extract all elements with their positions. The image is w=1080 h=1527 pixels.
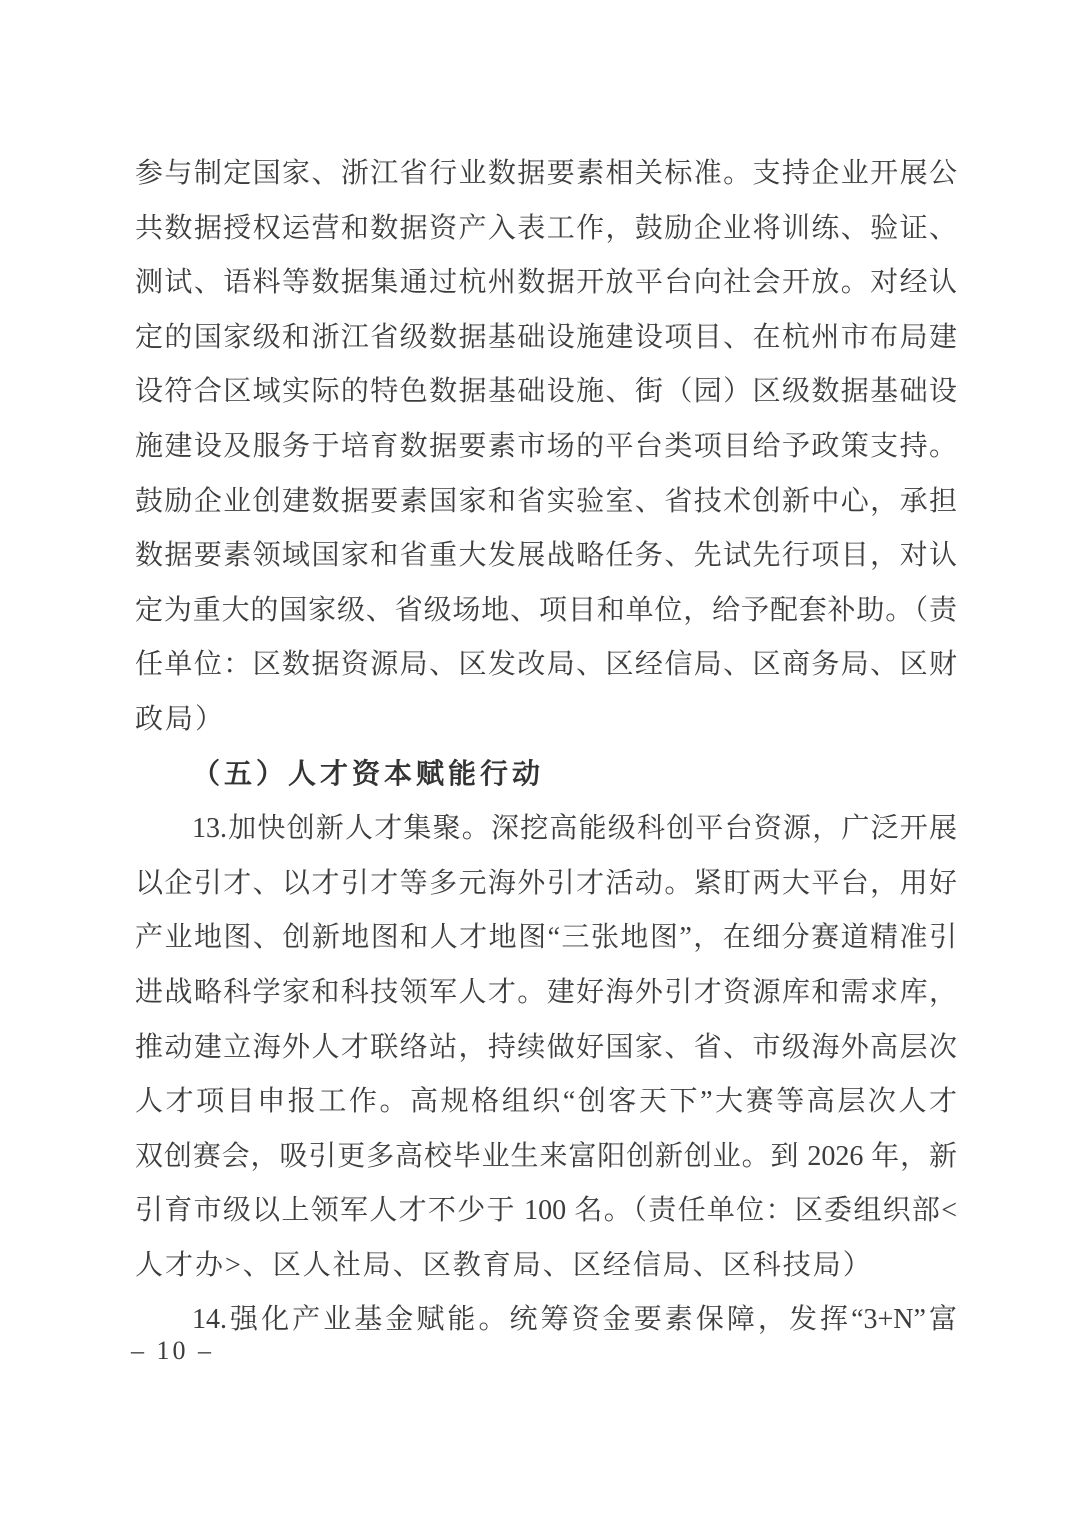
text-line: 推动建立海外人才联络站，持续做好国家、省、市级海外高层次 [135, 1031, 957, 1063]
text-line: 定为重大的国家级、省级场地、项目和单位，给予配套补助。（责 [135, 594, 957, 626]
text-line: 测试、语料等数据集通过杭州数据开放平台向社会开放。对经认 [135, 267, 957, 299]
text-line: 引育市级以上领军人才不少于 100 名。（责任单位：区委组织部< [135, 1195, 957, 1227]
text-line: 双创赛会，吸引更多高校毕业生来富阳创新创业。到 2026 年，新 [135, 1140, 957, 1172]
text-line: 政局） [135, 703, 226, 735]
page-number: – 10 – [131, 1336, 214, 1365]
text-line: 任单位：区数据资源局、区发改局、区经信局、区商务局、区财 [135, 649, 957, 681]
text-line: 施建设及服务于培育数据要素市场的平台类项目给予政策支持。 [135, 430, 957, 462]
text-line: 数据要素领域国家和省重大发展战略任务、先试先行项目，对认 [135, 540, 957, 572]
text-line: 以企引才、以才引才等多元海外引才活动。紧盯两大平台，用好 [135, 867, 957, 899]
text-line: 产业地图、创新地图和人才地图“三张地图”，在细分赛道精准引 [135, 922, 957, 954]
text-line: 进战略科学家和科技领军人才。建好海外引才资源库和需求库， [135, 976, 957, 1008]
text-line: 人才项目申报工作。高规格组织“创客天下”大赛等高层次人才 [135, 1086, 957, 1118]
text-line: 人才办>、区人社局、区教育局、区经信局、区科技局） [135, 1249, 873, 1281]
document-body [135, 147, 957, 1348]
text-line: 鼓励企业创建数据要素国家和省实验室、省技术创新中心，承担 [135, 485, 957, 517]
text-line: 13.加快创新人才集聚。深挖高能级科创平台资源，广泛开展 [192, 813, 957, 845]
text-line: 设符合区域实际的特色数据基础设施、街（园）区级数据基础设 [135, 376, 957, 408]
text-line: 共数据授权运营和数据资产入表工作，鼓励企业将训练、验证、 [135, 212, 957, 244]
text-line: 参与制定国家、浙江省行业数据要素相关标准。支持企业开展公 [135, 158, 957, 189]
text-line: 定的国家级和浙江省级数据基础设施建设项目、在杭州市布局建 [135, 321, 957, 353]
text-line: 14.强化产业基金赋能。统筹资金要素保障，发挥“3+N”富 [192, 1304, 957, 1336]
section-heading-line: （五）人才资本赋能行动 [192, 758, 545, 790]
